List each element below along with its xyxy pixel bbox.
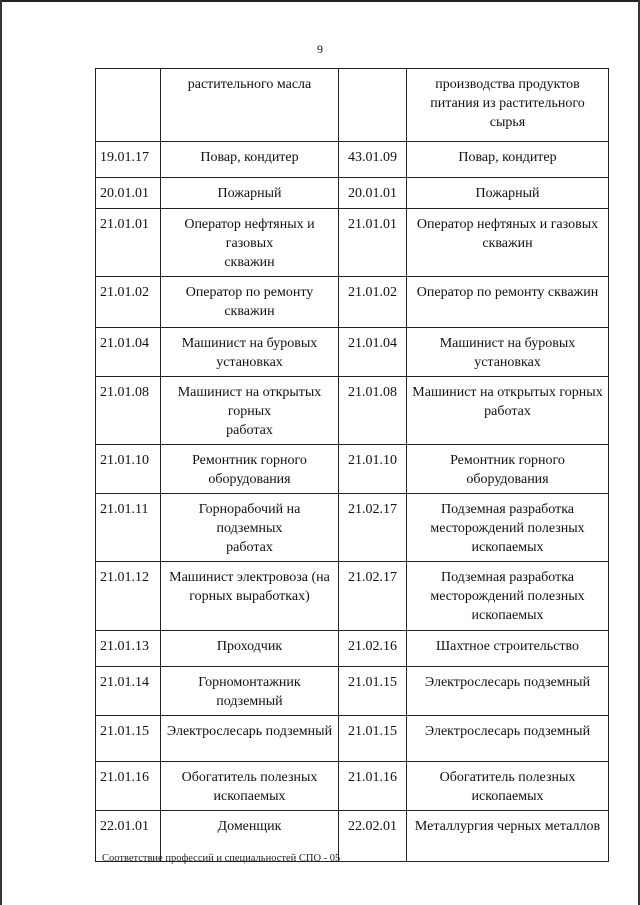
footer-text: Соответствие профессий и специальностей СПО - 05 — [102, 853, 341, 864]
old-profession-cell: Оператор по ремонту скважин — [161, 277, 339, 328]
table-row — [96, 667, 609, 716]
old-code-cell: 20.01.01 — [96, 178, 161, 209]
table-row — [96, 562, 609, 631]
table-row — [96, 178, 609, 209]
new-profession-cell: Машинист на открытых горных работах — [407, 377, 609, 445]
new-profession-cell: Пожарный — [407, 178, 609, 209]
old-code-cell: 21.01.08 — [96, 377, 161, 445]
new-code-cell: 21.01.16 — [339, 762, 407, 811]
new-profession-cell: Оператор по ремонту скважин — [407, 277, 609, 328]
new-code-cell: 21.01.15 — [339, 667, 407, 716]
table-row — [96, 209, 609, 277]
table-row — [96, 762, 609, 811]
new-code-cell: 21.01.01 — [339, 209, 407, 277]
new-profession-cell: Шахтное строительство — [407, 631, 609, 667]
new-code-cell: 21.01.08 — [339, 377, 407, 445]
old-code-cell: 21.01.01 — [96, 209, 161, 277]
new-profession-cell: Машинист на буровых установках — [407, 328, 609, 377]
professions-table — [95, 68, 609, 862]
old-code-cell: 19.01.17 — [96, 142, 161, 178]
new-code-cell: 20.01.01 — [339, 178, 407, 209]
new-profession-cell: Обогатитель полезных ископаемых — [407, 762, 609, 811]
new-profession-cell: Подземная разработка месторождений полезных ископаемых — [407, 494, 609, 562]
new-code-cell: 21.01.15 — [339, 716, 407, 762]
old-code-cell: 21.01.10 — [96, 445, 161, 494]
table-row — [96, 328, 609, 377]
old-profession-cell: Оператор нефтяных и газовых скважин — [161, 209, 339, 277]
scan-edge-left — [0, 0, 2, 905]
new-code-cell: 43.01.09 — [339, 142, 407, 178]
old-profession-cell: Повар, кондитер — [161, 142, 339, 178]
old-profession-cell: Машинист на буровых установках — [161, 328, 339, 377]
new-code-cell: 21.01.04 — [339, 328, 407, 377]
page-number: 9 — [317, 42, 323, 56]
old-profession-cell: Проходчик — [161, 631, 339, 667]
new-code-cell: 21.02.17 — [339, 562, 407, 631]
table-row — [96, 377, 609, 445]
old-code-cell: 21.01.15 — [96, 716, 161, 762]
scan-edge-top — [0, 0, 640, 2]
table-row — [96, 69, 609, 142]
old-code-cell: 21.01.12 — [96, 562, 161, 631]
old-profession-cell: Горнорабочий на подземных работах — [161, 494, 339, 562]
old-code-cell: 21.01.16 — [96, 762, 161, 811]
old-code-cell: 21.01.13 — [96, 631, 161, 667]
old-code-cell: 21.01.14 — [96, 667, 161, 716]
new-code-cell — [339, 69, 407, 142]
old-code-cell — [96, 69, 161, 142]
new-profession-cell: Повар, кондитер — [407, 142, 609, 178]
old-code-cell: 21.01.02 — [96, 277, 161, 328]
old-profession-cell: Электрослесарь подземный — [161, 716, 339, 762]
table-row — [96, 142, 609, 178]
old-profession-cell: Ремонтник горного оборудования — [161, 445, 339, 494]
table-row — [96, 631, 609, 667]
table-row — [96, 277, 609, 328]
old-code-cell: 22.01.01 — [96, 811, 161, 862]
new-profession-cell: Оператор нефтяных и газовых скважин — [407, 209, 609, 277]
new-code-cell: 21.02.17 — [339, 494, 407, 562]
new-profession-cell: Ремонтник горного оборудования — [407, 445, 609, 494]
new-code-cell: 21.01.02 — [339, 277, 407, 328]
old-profession-cell: Доменщик — [161, 811, 339, 862]
old-profession-cell: Машинист на открытых горных работах — [161, 377, 339, 445]
new-code-cell: 21.02.16 — [339, 631, 407, 667]
old-profession-cell: Машинист электровоза (на горных выработках) — [161, 562, 339, 631]
new-code-cell: 22.02.01 — [339, 811, 407, 862]
old-profession-cell: Пожарный — [161, 178, 339, 209]
new-profession-cell: Металлургия черных металлов — [407, 811, 609, 862]
table-row — [96, 494, 609, 562]
new-profession-cell: Электрослесарь подземный — [407, 667, 609, 716]
old-profession-cell: Горномонтажник подземный — [161, 667, 339, 716]
new-profession-cell: производства продуктов питания из растительного сырья — [407, 69, 609, 142]
old-code-cell: 21.01.04 — [96, 328, 161, 377]
new-profession-cell: Подземная разработка месторождений полезных ископаемых — [407, 562, 609, 631]
table-row — [96, 445, 609, 494]
new-profession-cell: Электрослесарь подземный — [407, 716, 609, 762]
old-profession-cell: растительного масла — [161, 69, 339, 142]
old-profession-cell: Обогатитель полезных ископаемых — [161, 762, 339, 811]
new-code-cell: 21.01.10 — [339, 445, 407, 494]
old-code-cell: 21.01.11 — [96, 494, 161, 562]
table-row — [96, 716, 609, 762]
